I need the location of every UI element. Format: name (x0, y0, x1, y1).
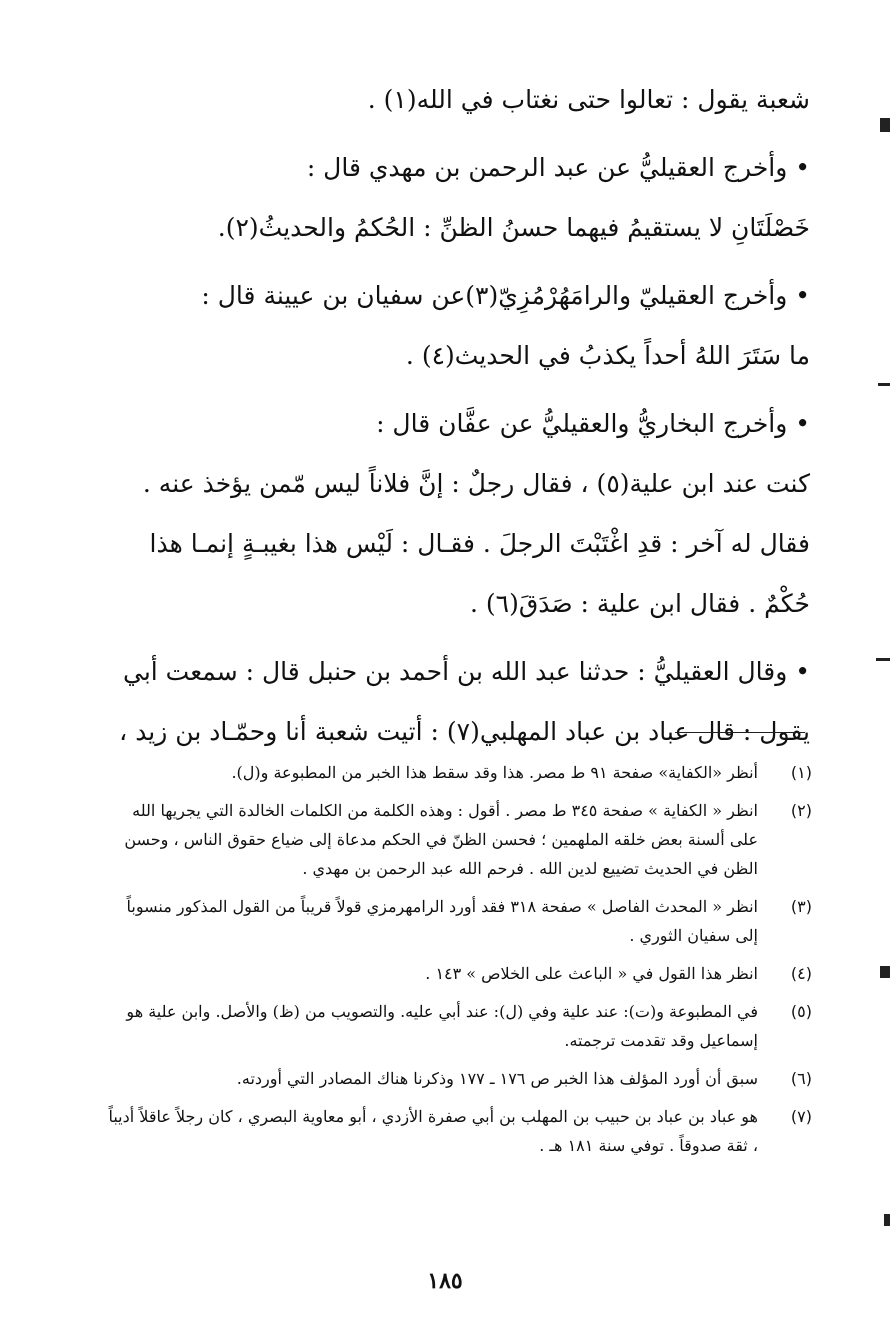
text-line: خَصْلَتَانِ لا يستقيمُ فيهما حسنُ الظنِّ : الحُكمُ والحديثُ(٢). (217, 213, 810, 242)
footnote-item (100, 892, 812, 950)
footnote-text: في المطبوعة و(ت): عند علية وفي (ل): عند أبي عليه. والتصويب من (ظ) والأصل. وابن علية هو إسماعيل وقد تقدمت ترجمته. (126, 1002, 758, 1050)
text-line: • وأخرج العقيليّ والرامَهُرْمُزِيّ(٣)عن سفيان بن عيينة قال : (201, 281, 810, 310)
footnote-item (100, 1064, 812, 1093)
footnote-number: (٤) (790, 964, 812, 983)
footnotes (100, 758, 812, 1169)
footnote-separator (675, 732, 805, 733)
footnote-text: انظر هذا القول في « الباعث على الخلاص » ١٤٣ . (425, 964, 758, 983)
footnote-text: انظر « المحدث الفاصل » صفحة ٣١٨ فقد أورد الرامهرمزي قولاً قريباً من القول المذكور منسوباً إلى سفيان الثوري . (126, 897, 758, 945)
text-line: ما سَتَرَ اللهُ أحداً يكذبُ في الحديث(٤) . (405, 341, 810, 370)
scan-edge-mark (876, 658, 890, 661)
scan-edge-mark (880, 118, 890, 132)
footnote-text: سبق أن أورد المؤلف هذا الخبر ص ١٧٦ ـ ١٧٧ وذكرنا هناك المصادر التي أوردته. (236, 1069, 758, 1088)
footnote-number: (٢) (790, 801, 812, 820)
footnote-item (100, 997, 812, 1055)
text-line: • وأخرج العقيليُّ عن عبد الرحمن بن مهدي قال : (306, 153, 810, 182)
text-line: كنت عند ابن علية(٥) ، فقال رجلٌ : إنَّ فلاناً ليس مّمن يؤخذ عنه . (142, 469, 810, 498)
footnote-number: (٦) (790, 1069, 812, 1088)
footnote-number: (٥) (790, 1002, 812, 1021)
footnote-item (100, 1102, 812, 1160)
text-line: يقول : قال عباد بن عباد المهلبي(٧) : أتيت شعبة أنا وحمّـاد بن زيد ، (119, 717, 810, 746)
footnote-number: (٣) (790, 897, 812, 916)
page-number: ١٨٥ (427, 1268, 463, 1294)
text-line: فقال له آخر : قدِ اغْتَبْتَ الرجلَ . فقـال : لَيْس هذا بغيبـةٍ إنمـا هذا (149, 529, 810, 558)
text-line: • وأخرج البخاريُّ والعقيليُّ عن عفَّان قال : (376, 409, 810, 438)
footnote-item (100, 758, 812, 787)
text-line: شعبة يقول : تعالوا حتى نغتاب في الله(١) . (367, 85, 810, 114)
text-line: حُكْمٌ . فقال ابن علية : صَدَقَ(٦) . (470, 589, 810, 618)
scan-edge-mark (884, 1214, 890, 1226)
footnote-item (100, 959, 812, 988)
scan-edge-mark (878, 383, 890, 386)
footnote-text: أنظر «الكفاية» صفحة ٩١ ط مصر. هذا وقد سقط هذا الخبر من المطبوعة و(ل). (231, 763, 758, 782)
text-line: • وقال العقيليُّ : حدثنا عبد الله بن أحمد بن حنبل قال : سمعت أبي (122, 657, 810, 686)
main-text (95, 70, 810, 762)
footnote-item (100, 796, 812, 883)
footnote-text: هو عباد بن عباد بن حبيب بن المهلب بن أبي صفرة الأزدي ، أبو معاوية البصري ، كان رجلاً عاقلاً أديباً ، ثقة صدوقاً . توفي سنة ١٨١ هـ . (108, 1107, 758, 1155)
footnote-number: (٧) (790, 1107, 812, 1126)
scan-edge-mark (880, 966, 890, 978)
footnote-number: (١) (790, 763, 812, 782)
footnote-text: انظر « الكفاية » صفحة ٣٤٥ ط مصر . أقول : وهذه الكلمة من الكلمات الخالدة التي يجريها الله على ألسنة بعض خلقه الملهمين ؛ فحسن الظنّ في الحكم مدعاة إلى ضياع حقوق الناس ، وحسن الظن في الحديث تضييع لدين الله . فرحم الله عبد الرحمن بن مهدي . (124, 801, 758, 878)
